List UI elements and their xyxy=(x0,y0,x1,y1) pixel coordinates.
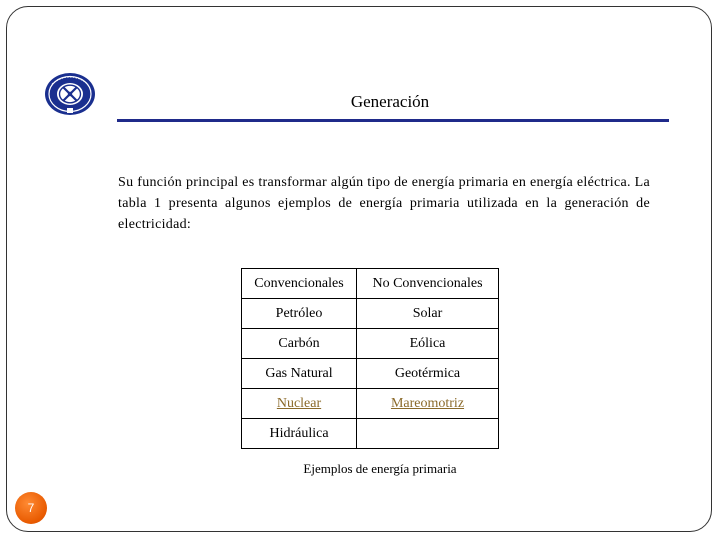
table-cell: Petróleo xyxy=(242,299,357,329)
table-row xyxy=(242,359,499,389)
header-convencionales: Convencionales xyxy=(242,269,357,299)
table-cell: Solar xyxy=(357,299,499,329)
mareomotriz-link[interactable]: Mareomotriz xyxy=(390,395,465,411)
table-cell: Hidráulica xyxy=(242,419,357,449)
body-paragraph: Su función principal es transformar algún tipo de energía primaria en energía eléctrica. La tabla 1 presenta algunos ejemplos de energía primaria utilizada en la generación de electricidad: xyxy=(118,175,650,232)
table-header-row xyxy=(242,269,499,299)
header-no-convencionales: No Convencionales xyxy=(357,269,499,299)
table-row xyxy=(242,329,499,359)
table-cell xyxy=(357,389,499,419)
university-seal-icon xyxy=(44,72,96,116)
table-cell: Carbón xyxy=(242,329,357,359)
slide-title: Generación xyxy=(350,92,430,111)
table-row xyxy=(242,389,499,419)
nuclear-link[interactable]: Nuclear xyxy=(276,395,322,411)
table-cell: Eólica xyxy=(357,329,499,359)
table-cell xyxy=(242,389,357,419)
table-cell: Geotérmica xyxy=(357,359,499,389)
title-divider xyxy=(117,119,669,122)
page-number-badge: 7 xyxy=(15,492,47,524)
energy-table xyxy=(241,268,499,449)
table-cell: Gas Natural xyxy=(242,359,357,389)
table-row xyxy=(242,419,499,449)
table-caption: Ejemplos de energía primaria xyxy=(303,461,457,476)
table-cell xyxy=(357,419,499,449)
table-row xyxy=(242,299,499,329)
